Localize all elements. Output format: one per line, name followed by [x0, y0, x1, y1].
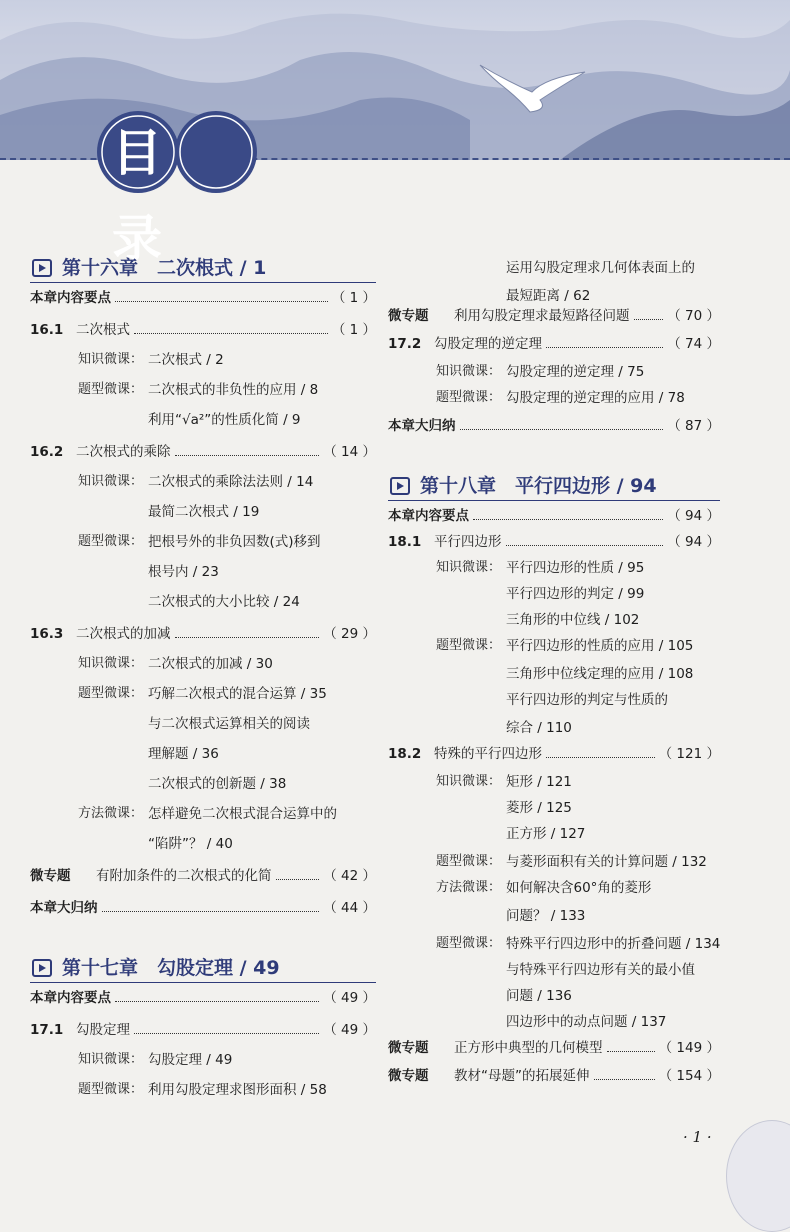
leader-dots: [134, 333, 328, 334]
toc-row[interactable]: [30, 530, 376, 554]
leader-dots: [607, 1051, 655, 1052]
toc-row[interactable]: [388, 474, 720, 498]
toc-entry-text: 巧解二次根式的混合运算 / 35: [148, 686, 327, 702]
toc-row[interactable]: [388, 256, 720, 280]
lesson-type-label: 题型微课：: [78, 382, 144, 397]
toc-entry-text: 利用“√a²”的性质化简 / 9: [148, 412, 301, 428]
toc-entry-text: 二次根式的创新题 / 38: [148, 776, 287, 792]
page-ref: （ 70 ）: [667, 308, 720, 324]
toc-row[interactable]: [30, 590, 376, 614]
page-ref: （ 49 ）: [323, 1022, 376, 1038]
toc-entry-text: 勾股定理: [76, 1022, 130, 1038]
toc-row[interactable]: [388, 556, 720, 580]
toc-row[interactable]: [388, 608, 720, 632]
leader-dots: [276, 879, 319, 880]
section-number: 16.2: [30, 444, 64, 460]
toc-row[interactable]: [30, 742, 376, 766]
toc-entry-text: 正方形中典型的几何模型: [454, 1040, 603, 1056]
toc-row[interactable]: [388, 904, 720, 928]
toc-entry-text: 与特殊平行四边形有关的最小值: [506, 962, 695, 978]
toc-entry-text: 二次根式的加减: [76, 626, 171, 642]
page-ref: （ 94 ）: [667, 508, 720, 524]
toc-row[interactable]: [388, 504, 720, 528]
page-number: · 1 ·: [683, 1128, 712, 1146]
toc-row[interactable]: [388, 414, 720, 438]
toc-entry-text: “陷阱”？ / 40: [148, 836, 233, 852]
chapter-title: 第十八章 平行四边形 / 94: [420, 475, 657, 497]
section-number: 18.2: [388, 746, 422, 762]
page-ref: （ 44 ）: [323, 900, 376, 916]
toc-entry-text: 根号内 / 23: [148, 564, 219, 580]
chapter-rule: [30, 282, 376, 283]
toc-row[interactable]: [30, 378, 376, 402]
lesson-type-label: 知识微课：: [78, 474, 144, 489]
page-title: 目录: [112, 124, 192, 268]
toc-entry-text: 二次根式的加减 / 30: [148, 656, 273, 672]
special-topic-label: 微专题: [388, 308, 429, 324]
special-topic-label: 微专题: [30, 868, 71, 884]
leader-dots: [546, 347, 663, 348]
toc-entry-text: 平行四边形: [434, 534, 502, 550]
lesson-type-label: 方法微课：: [436, 880, 502, 895]
toc-row[interactable]: [30, 652, 376, 676]
page-ref: （ 1 ）: [331, 322, 376, 338]
toc-row[interactable]: [30, 1048, 376, 1072]
leader-dots: [134, 1033, 319, 1034]
page-ref: （ 94 ）: [667, 534, 720, 550]
page-ref: （ 121 ）: [658, 746, 720, 762]
toc-row[interactable]: [30, 318, 376, 342]
chapter-rule: [388, 500, 720, 501]
toc-row[interactable]: [30, 470, 376, 494]
toc-row[interactable]: [30, 500, 376, 524]
play-icon: [32, 959, 52, 977]
toc-entry-text: 勾股定理的逆定理: [434, 336, 542, 352]
toc-entry-text: 特殊的平行四边形: [434, 746, 542, 762]
lesson-type-label: 题型微课：: [436, 638, 502, 653]
toc-entry-text: 理解题 / 36: [148, 746, 219, 762]
page-ref: （ 42 ）: [323, 868, 376, 884]
toc-row[interactable]: [388, 796, 720, 820]
page-ref: （ 154 ）: [658, 1068, 720, 1084]
lesson-type-label: 知识微课：: [436, 774, 502, 789]
toc-row[interactable]: [30, 286, 376, 310]
toc-entry-text: 本章内容要点: [30, 990, 111, 1006]
toc-row[interactable]: [30, 1078, 376, 1102]
toc-entry-text: 综合 / 110: [506, 720, 572, 736]
toc-entry-text: 教材“母题”的拓展延伸: [454, 1068, 590, 1084]
toc-entry-text: 平行四边形的判定 / 99: [506, 586, 645, 602]
toc-row[interactable]: [388, 770, 720, 794]
section-number: 16.3: [30, 626, 64, 642]
toc-row[interactable]: [30, 772, 376, 796]
toc-entry-text: 与二次根式运算相关的阅读: [148, 716, 310, 732]
leader-dots: [460, 429, 663, 430]
page-ref: （ 29 ）: [323, 626, 376, 642]
toc-row[interactable]: [30, 348, 376, 372]
play-icon: [390, 477, 410, 495]
leader-dots: [175, 637, 319, 638]
toc-entry-text: 本章内容要点: [388, 508, 469, 524]
toc-entry-text: 勾股定理 / 49: [148, 1052, 233, 1068]
leader-dots: [634, 319, 663, 320]
toc-entry-text: 三角形中位线定理的应用 / 108: [506, 666, 694, 682]
chapter-rule: [30, 982, 376, 983]
toc-entry-text: 勾股定理的逆定理的应用 / 78: [506, 390, 685, 406]
section-number: 17.2: [388, 336, 422, 352]
toc-row[interactable]: [30, 986, 376, 1010]
lesson-type-label: 题型微课：: [436, 854, 502, 869]
lesson-type-label: 知识微课：: [78, 656, 144, 671]
toc-row[interactable]: [388, 634, 720, 658]
section-number: 18.1: [388, 534, 422, 550]
toc-row[interactable]: [388, 1064, 720, 1088]
toc-entry-text: 二次根式 / 2: [148, 352, 224, 368]
lesson-type-label: 知识微课：: [436, 364, 502, 379]
section-number: 16.1: [30, 322, 64, 338]
special-topic-label: 微专题: [388, 1040, 429, 1056]
leader-dots: [102, 911, 319, 912]
special-topic-label: 微专题: [388, 1068, 429, 1084]
toc-entry-text: 最简二次根式 / 19: [148, 504, 260, 520]
toc-entry-text: 最短距离 / 62: [506, 288, 591, 304]
toc-row[interactable]: [388, 716, 720, 740]
leader-dots: [546, 757, 655, 758]
toc-row[interactable]: [30, 408, 376, 432]
toc-row[interactable]: [30, 832, 376, 856]
toc-row[interactable]: [30, 896, 376, 920]
page-ref: （ 87 ）: [667, 418, 720, 434]
page-ref: （ 149 ）: [658, 1040, 720, 1056]
toc-entry-text: 利用勾股定理求最短路径问题: [454, 308, 630, 324]
lesson-type-label: 题型微课：: [436, 390, 502, 405]
toc-row[interactable]: [388, 386, 720, 410]
toc-entry-text: 平行四边形的性质 / 95: [506, 560, 645, 576]
chapter-title: 第十六章 二次根式 / 1: [62, 257, 267, 279]
toc-row[interactable]: [30, 682, 376, 706]
toc-entry-text: 二次根式的大小比较 / 24: [148, 594, 300, 610]
toc-entry-text: 二次根式的非负性的应用 / 8: [148, 382, 319, 398]
chapter-title: 第十七章 勾股定理 / 49: [62, 957, 280, 979]
lesson-type-label: 知识微课：: [78, 352, 144, 367]
page-ref: （ 49 ）: [323, 990, 376, 1006]
toc-entry-text: 菱形 / 125: [506, 800, 572, 816]
toc-entry-text: 把根号外的非负因数(式)移到: [148, 534, 321, 550]
leader-dots: [473, 519, 663, 520]
lesson-type-label: 知识微课：: [78, 1052, 144, 1067]
lesson-type-label: 题型微课：: [78, 686, 144, 701]
toc-entry-text: 二次根式的乘除法法则 / 14: [148, 474, 314, 490]
toc-row[interactable]: [30, 256, 376, 280]
page-ref: （ 74 ）: [667, 336, 720, 352]
toc-row[interactable]: [388, 932, 720, 956]
lesson-type-label: 题型微课：: [436, 936, 502, 951]
toc-row[interactable]: [388, 688, 720, 712]
toc-entry-text: 平行四边形的性质的应用 / 105: [506, 638, 694, 654]
toc-entry-text: 勾股定理的逆定理 / 75: [506, 364, 645, 380]
lesson-type-label: 知识微课：: [436, 560, 502, 575]
toc-entry-text: 与菱形面积有关的计算问题 / 132: [506, 854, 707, 870]
toc-row[interactable]: [388, 1010, 720, 1034]
section-number: 17.1: [30, 1022, 64, 1038]
toc-entry-text: 有附加条件的二次根式的化简: [96, 868, 272, 884]
toc-entry-text: 二次根式的乘除: [76, 444, 171, 460]
toc-row[interactable]: [388, 582, 720, 606]
lesson-type-label: 方法微课：: [78, 806, 144, 821]
leader-dots: [115, 1001, 319, 1002]
toc-entry-text: 特殊平行四边形中的折叠问题 / 134: [506, 936, 721, 952]
toc-row[interactable]: [30, 440, 376, 464]
toc-row[interactable]: [30, 864, 376, 888]
page-corner-curl: [726, 1120, 790, 1232]
title-badge: [96, 110, 266, 268]
toc-row[interactable]: [388, 822, 720, 846]
toc-entry-text: 问题 / 136: [506, 988, 572, 1004]
toc-row[interactable]: [30, 1018, 376, 1042]
page-ref: （ 1 ）: [331, 290, 376, 306]
toc-entry-text: 矩形 / 121: [506, 774, 572, 790]
toc-entry-text: 本章大归纳: [388, 418, 456, 434]
leader-dots: [115, 301, 328, 302]
toc-entry-text: 本章大归纳: [30, 900, 98, 916]
toc-entry-text: 运用勾股定理求几何体表面上的: [506, 260, 695, 276]
toc-row[interactable]: [388, 1036, 720, 1060]
toc-row[interactable]: [388, 850, 720, 874]
toc-row[interactable]: [30, 712, 376, 736]
toc-entry-text: 如何解决含60°角的菱形: [506, 880, 652, 896]
toc-row[interactable]: [388, 984, 720, 1008]
toc-entry-text: 怎样避免二次根式混合运算中的: [148, 806, 337, 822]
toc-entry-text: 本章内容要点: [30, 290, 111, 306]
toc-row[interactable]: [30, 560, 376, 584]
leader-dots: [506, 545, 663, 546]
toc-entry-text: 正方形 / 127: [506, 826, 586, 842]
toc-entry-text: 问题？ / 133: [506, 908, 586, 924]
leader-dots: [594, 1079, 655, 1080]
toc-entry-text: 利用勾股定理求图形面积 / 58: [148, 1082, 327, 1098]
toc-entry-text: 四边形中的动点问题 / 137: [506, 1014, 667, 1030]
toc-row[interactable]: [30, 802, 376, 826]
lesson-type-label: 题型微课：: [78, 1082, 144, 1097]
toc-entry-text: 二次根式: [76, 322, 130, 338]
leader-dots: [175, 455, 319, 456]
toc-row[interactable]: [388, 662, 720, 686]
toc-row[interactable]: [388, 742, 720, 766]
toc-entry-text: 平行四边形的判定与性质的: [506, 692, 668, 708]
toc-row[interactable]: [30, 956, 376, 980]
toc-entry-text: 三角形的中位线 / 102: [506, 612, 640, 628]
toc-row[interactable]: [388, 304, 720, 328]
page-ref: （ 14 ）: [323, 444, 376, 460]
play-icon: [32, 259, 52, 277]
toc-row[interactable]: [388, 958, 720, 982]
toc-row[interactable]: [30, 622, 376, 646]
toc-row[interactable]: [388, 530, 720, 554]
toc-row[interactable]: [388, 876, 720, 900]
lesson-type-label: 题型微课：: [78, 534, 144, 549]
toc-row[interactable]: [388, 360, 720, 384]
toc-row[interactable]: [388, 332, 720, 356]
